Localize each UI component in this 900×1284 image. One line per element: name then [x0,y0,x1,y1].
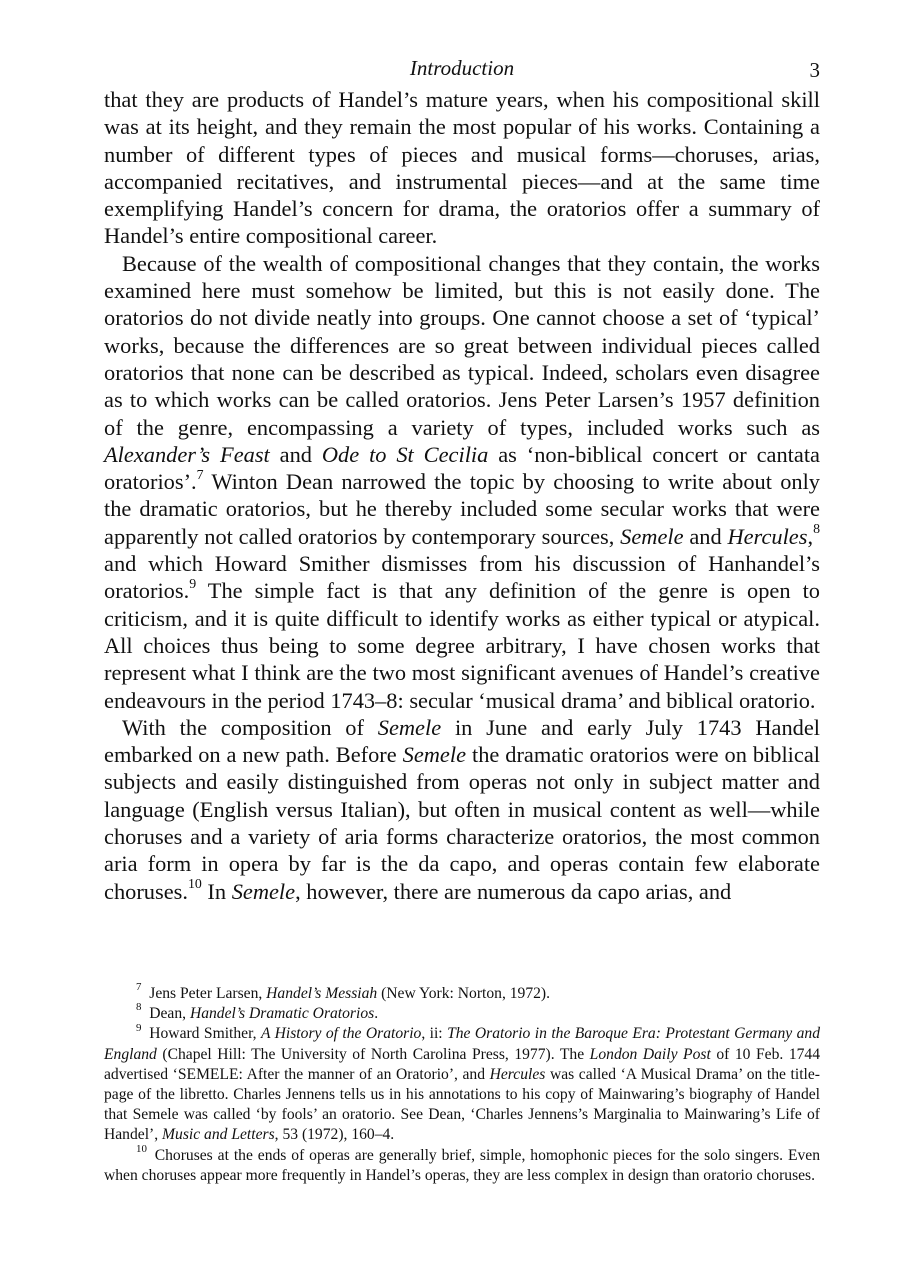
italic-title: Semele [620,523,684,549]
text-run: that they are products of Handel’s mature years, when his compositional skill was at its height, and they remain the most popular of his works. Containing a number of different types of pieces and musical forms—choruses, arias, accompanied recitatives, and instrumental pieces—and at the same time exemplifying Handel’s concern for drama, the oratorios offer a summary of Handel’s entire compositional career. [104,87,820,249]
text-run: Choruses at the ends of operas are generally brief, simple, homophonic pieces for the solo singers. Even when choruses appear more frequently in Handel’s operas, they are less complex in design than oratorio choruses. [104,1146,820,1184]
footnote-8 [104,1001,820,1024]
footnote-reference: 9 [189,576,197,592]
italic-title: Hercules [489,1065,546,1083]
italic-title: Semele [231,878,296,904]
text-run: the dramatic oratorios were on biblical subjects and easily distinguished from operas not only in subject matter and language (English versus Italian), but often in musical content as well—while choruses and a variety of aria forms characterize oratorios, the most common aria form in opera by far is the da capo, and operas contain few elaborate choruses. [104,742,820,904]
footnote-10 [104,1142,820,1186]
text-run: The simple fact is that any definition of the genre is open to criticism, and it is quite difficult to identify works as either typical or atypical. All choices thus being to some degree arbitrary, I have chosen works that represent what I think are the two most significant avenues of Handel’s creative endeavours in the period 1743–8: secular ‘musical drama’ and biblical oratorio. [104,578,820,713]
running-head [104,56,820,84]
text-run: (Chapel Hill: The University of North Carolina Press, 1977). The [156,1045,590,1063]
text-run: Howard Smither, [149,1025,261,1043]
footnote-number: 7 [136,981,142,994]
italic-title: Semele [377,714,442,740]
text-run: and [269,441,322,467]
italic-title: London Daily Post [589,1045,711,1063]
text-run: , [807,523,814,549]
page-number: 3 [809,58,820,82]
footnote-7 [104,981,820,1004]
footnotes [104,981,821,1186]
paragraph-p3 [104,714,820,905]
text-run: In [201,878,232,904]
text-run: in June and early July 1743 Handel embarked on a new path. Before [104,714,820,768]
footnote-9 [104,1021,821,1145]
text-run: of 10 Feb. 1744 advertised ‘SEMELE: After the manner of an Oratorio’, and [104,1045,821,1083]
text-run: , however, there are numerous da capo arias, and [295,878,732,904]
italic-title: A History of the Oratorio [260,1025,422,1043]
italic-title: The Oratorio in the Baroque Era: Protestant Germany and England [104,1025,820,1063]
text-run: Winton Dean narrowed the topic by choosing to write about only the dramatic oratorios, but he thereby included some secular works that were apparently not called oratorios by contemporary sources, [104,469,820,549]
text-run: Dean, [149,1005,190,1023]
text-run: and [683,523,728,549]
italic-title: Ode to St Cecilia [321,441,489,467]
text-run: was called ‘A Musical Drama’ on the title-page of the libretto. Charles Jennens tells us in his annotations to his copy of Mainwaring’s biography of Handel that Semele was called ‘by fools’ an oratorio. See Dean, ‘Charles Jennens’s Marginalia to Mainwaring’s Life of Handel’, [104,1065,820,1144]
text-run: , ii: [421,1025,448,1043]
running-head-title: Introduction [409,56,515,80]
footnote-reference: 10 [187,877,202,893]
paragraph-p1 [104,86,820,250]
text-run: (New York: Norton, 1972). [377,985,551,1002]
text-run: Because of the wealth of compositional changes that they contain, the works examined here must somehow be limited, but this is not easily done. The oratorios do not divide neatly into groups. One cannot choose a set of ‘typical’ works, because the differences are so great between individual pieces called oratorios that none can be described as typical. Indeed, scholars even disagree as to which works can be called oratorios. Jens Peter Larsen’s 1957 definition of the genre, encompassing a variety of types, included works such as [104,250,820,440]
body-text [104,86,820,905]
footnote-number: 10 [136,1142,147,1155]
text-run: Jens Peter Larsen, [149,985,267,1002]
italic-title: Hercules [727,523,808,549]
text-run: With the composition of [122,714,378,740]
italic-title: Handel’s Dramatic Oratorios [189,1005,375,1023]
italic-title: Music and Letters [162,1126,275,1144]
footnote-reference: 8 [813,522,820,538]
text-run: . [374,1005,379,1023]
text-run: and which Howard Smither dismisses from his discussion of Hanhandel’s oratorios. [104,551,820,604]
text-run: as ‘non-biblical concert or cantata oratorios’. [104,441,820,495]
text-run: , 53 (1972), 160–4. [274,1126,395,1144]
italic-title: Alexander’s Feast [104,441,270,467]
paragraph-p2 [104,250,820,714]
italic-title: Semele [402,742,467,768]
italic-title: Handel’s Messiah [266,985,378,1002]
footnote-number: 8 [136,1001,142,1014]
footnote-reference: 7 [196,467,204,483]
footnote-number: 9 [136,1021,142,1034]
